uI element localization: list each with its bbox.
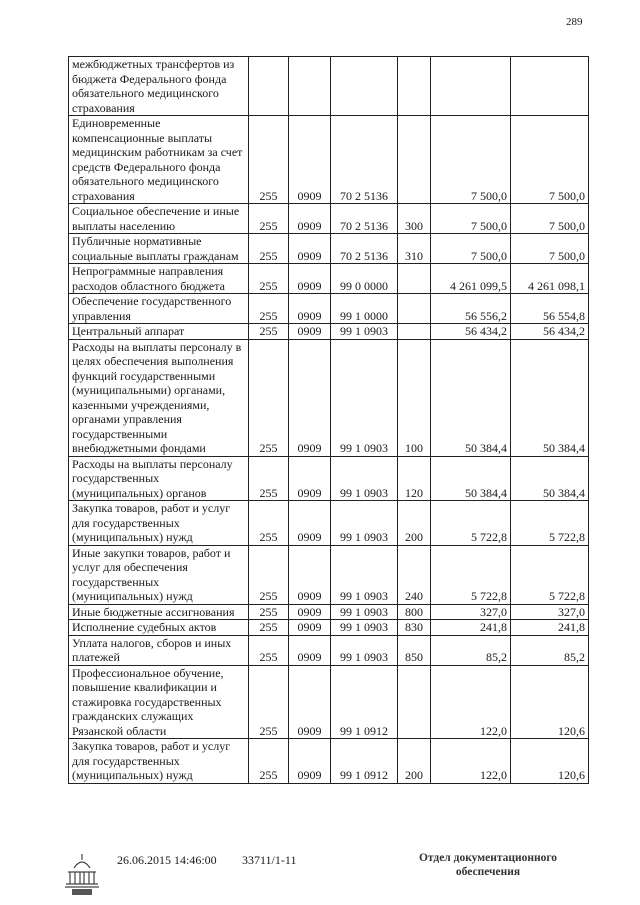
cell-target-article: 99 1 0903 bbox=[331, 545, 398, 604]
cell-section-code: 0909 bbox=[289, 620, 331, 636]
cell-department-code: 255 bbox=[249, 604, 289, 620]
footer-doc-number: 33711/1-11 bbox=[242, 853, 297, 867]
cell-expense-type bbox=[398, 116, 431, 204]
cell-amount-executed bbox=[511, 57, 589, 116]
cell-target-article: 99 1 0903 bbox=[331, 501, 398, 546]
cell-target-article: 99 1 0903 bbox=[331, 620, 398, 636]
cell-name: Расходы на выплаты персоналу в целях обеспечения выполнения функций государственными (муниципальными) органами, казенными учреждениями, органами управления государственными внебюджетными фондами bbox=[69, 339, 249, 456]
cell-amount-executed: 5 722,8 bbox=[511, 545, 589, 604]
cell-target-article: 70 2 5136 bbox=[331, 234, 398, 264]
cell-expense-type bbox=[398, 294, 431, 324]
cell-amount-executed: 241,8 bbox=[511, 620, 589, 636]
cell-amount-planned: 122,0 bbox=[431, 739, 511, 784]
cell-department-code: 255 bbox=[249, 339, 289, 456]
cell-name: Обеспечение государственного управления bbox=[69, 294, 249, 324]
cell-amount-executed: 56 434,2 bbox=[511, 324, 589, 340]
cell-amount-executed: 56 554,8 bbox=[511, 294, 589, 324]
cell-amount-planned: 50 384,4 bbox=[431, 339, 511, 456]
table-row bbox=[69, 739, 589, 784]
cell-amount-planned: 56 556,2 bbox=[431, 294, 511, 324]
table-row bbox=[69, 545, 589, 604]
cell-amount-executed: 120,6 bbox=[511, 739, 589, 784]
table-row bbox=[69, 635, 589, 665]
table-row bbox=[69, 456, 589, 501]
cell-section-code: 0909 bbox=[289, 204, 331, 234]
cell-section-code: 0909 bbox=[289, 456, 331, 501]
cell-section-code: 0909 bbox=[289, 665, 331, 739]
cell-department-code: 255 bbox=[249, 294, 289, 324]
cell-expense-type bbox=[398, 665, 431, 739]
cell-amount-executed: 85,2 bbox=[511, 635, 589, 665]
table-row bbox=[69, 604, 589, 620]
cell-amount-planned: 56 434,2 bbox=[431, 324, 511, 340]
cell-department-code: 255 bbox=[249, 635, 289, 665]
cell-amount-executed: 5 722,8 bbox=[511, 501, 589, 546]
table-row bbox=[69, 620, 589, 636]
table-row bbox=[69, 204, 589, 234]
cell-expense-type: 800 bbox=[398, 604, 431, 620]
cell-name: Непрограммные направления расходов областного бюджета bbox=[69, 264, 249, 294]
duma-building-emblem-icon bbox=[62, 850, 102, 896]
cell-amount-planned: 5 722,8 bbox=[431, 501, 511, 546]
cell-amount-executed: 7 500,0 bbox=[511, 116, 589, 204]
cell-department-code: 255 bbox=[249, 264, 289, 294]
table-row bbox=[69, 116, 589, 204]
cell-amount-executed: 4 261 098,1 bbox=[511, 264, 589, 294]
cell-amount-planned: 241,8 bbox=[431, 620, 511, 636]
cell-name: Публичные нормативные социальные выплаты гражданам bbox=[69, 234, 249, 264]
cell-department-code: 255 bbox=[249, 116, 289, 204]
cell-target-article: 99 1 0903 bbox=[331, 339, 398, 456]
cell-amount-planned: 122,0 bbox=[431, 665, 511, 739]
table-row bbox=[69, 665, 589, 739]
cell-target-article: 99 1 0912 bbox=[331, 665, 398, 739]
cell-name: Исполнение судебных актов bbox=[69, 620, 249, 636]
cell-name: Иные бюджетные ассигнования bbox=[69, 604, 249, 620]
cell-amount-planned: 4 261 099,5 bbox=[431, 264, 511, 294]
table-row bbox=[69, 57, 589, 116]
cell-target-article: 99 0 0000 bbox=[331, 264, 398, 294]
cell-name: Профессиональное обучение, повышение квалификации и стажировка государственных гражданских служащих Рязанской области bbox=[69, 665, 249, 739]
cell-amount-planned bbox=[431, 57, 511, 116]
cell-name: Уплата налогов, сборов и иных платежей bbox=[69, 635, 249, 665]
cell-name: межбюджетных трансфертов из бюджета Федерального фонда обязательного медицинского страхования bbox=[69, 57, 249, 116]
cell-department-code bbox=[249, 57, 289, 116]
cell-amount-executed: 50 384,4 bbox=[511, 456, 589, 501]
cell-amount-planned: 85,2 bbox=[431, 635, 511, 665]
cell-section-code: 0909 bbox=[289, 604, 331, 620]
cell-section-code: 0909 bbox=[289, 739, 331, 784]
cell-target-article: 99 1 0903 bbox=[331, 456, 398, 501]
cell-amount-planned: 5 722,8 bbox=[431, 545, 511, 604]
cell-department-code: 255 bbox=[249, 324, 289, 340]
cell-department-code: 255 bbox=[249, 620, 289, 636]
cell-expense-type: 200 bbox=[398, 739, 431, 784]
cell-name: Иные закупки товаров, работ и услуг для обеспечения государственных (муниципальных) нужд bbox=[69, 545, 249, 604]
cell-target-article: 99 1 0903 bbox=[331, 324, 398, 340]
cell-amount-planned: 7 500,0 bbox=[431, 234, 511, 264]
cell-amount-executed: 7 500,0 bbox=[511, 204, 589, 234]
cell-section-code: 0909 bbox=[289, 324, 331, 340]
table-row bbox=[69, 234, 589, 264]
cell-expense-type bbox=[398, 264, 431, 294]
cell-department-code: 255 bbox=[249, 234, 289, 264]
cell-amount-executed: 50 384,4 bbox=[511, 339, 589, 456]
footer-department: Отдел документационного обеспечения bbox=[418, 852, 558, 878]
page-footer bbox=[0, 850, 640, 900]
cell-amount-executed: 120,6 bbox=[511, 665, 589, 739]
cell-expense-type: 300 bbox=[398, 204, 431, 234]
cell-department-code: 255 bbox=[249, 456, 289, 501]
cell-department-code: 255 bbox=[249, 501, 289, 546]
cell-amount-executed: 327,0 bbox=[511, 604, 589, 620]
cell-section-code bbox=[289, 57, 331, 116]
table-row bbox=[69, 339, 589, 456]
cell-expense-type: 240 bbox=[398, 545, 431, 604]
cell-target-article bbox=[331, 57, 398, 116]
cell-name: Закупка товаров, работ и услуг для государственных (муниципальных) нужд bbox=[69, 739, 249, 784]
cell-name: Закупка товаров, работ и услуг для государственных (муниципальных) нужд bbox=[69, 501, 249, 546]
cell-department-code: 255 bbox=[249, 545, 289, 604]
cell-section-code: 0909 bbox=[289, 339, 331, 456]
cell-section-code: 0909 bbox=[289, 264, 331, 294]
cell-expense-type: 200 bbox=[398, 501, 431, 546]
cell-target-article: 99 1 0000 bbox=[331, 294, 398, 324]
cell-amount-executed: 7 500,0 bbox=[511, 234, 589, 264]
cell-amount-planned: 7 500,0 bbox=[431, 116, 511, 204]
cell-expense-type: 310 bbox=[398, 234, 431, 264]
cell-name: Расходы на выплаты персоналу государственных (муниципальных) органов bbox=[69, 456, 249, 501]
cell-department-code: 255 bbox=[249, 204, 289, 234]
cell-expense-type: 100 bbox=[398, 339, 431, 456]
cell-name: Центральный аппарат bbox=[69, 324, 249, 340]
budget-table bbox=[68, 56, 589, 784]
cell-department-code: 255 bbox=[249, 665, 289, 739]
cell-expense-type: 850 bbox=[398, 635, 431, 665]
page-number: 289 bbox=[566, 16, 583, 28]
cell-amount-planned: 7 500,0 bbox=[431, 204, 511, 234]
table-row bbox=[69, 324, 589, 340]
table-row bbox=[69, 264, 589, 294]
cell-section-code: 0909 bbox=[289, 234, 331, 264]
cell-target-article: 70 2 5136 bbox=[331, 116, 398, 204]
cell-section-code: 0909 bbox=[289, 545, 331, 604]
cell-section-code: 0909 bbox=[289, 294, 331, 324]
cell-amount-planned: 50 384,4 bbox=[431, 456, 511, 501]
table-row bbox=[69, 294, 589, 324]
cell-expense-type bbox=[398, 57, 431, 116]
cell-section-code: 0909 bbox=[289, 501, 331, 546]
cell-name: Социальное обеспечение и иные выплаты населению bbox=[69, 204, 249, 234]
table-row bbox=[69, 501, 589, 546]
cell-section-code: 0909 bbox=[289, 635, 331, 665]
cell-name: Единовременные компенсационные выплаты медицинским работникам за счет средств Федерального фонда обязательного медицинского страхования bbox=[69, 116, 249, 204]
cell-expense-type: 120 bbox=[398, 456, 431, 501]
cell-expense-type: 830 bbox=[398, 620, 431, 636]
cell-section-code: 0909 bbox=[289, 116, 331, 204]
cell-department-code: 255 bbox=[249, 739, 289, 784]
cell-expense-type bbox=[398, 324, 431, 340]
cell-target-article: 99 1 0903 bbox=[331, 635, 398, 665]
cell-target-article: 99 1 0912 bbox=[331, 739, 398, 784]
cell-amount-planned: 327,0 bbox=[431, 604, 511, 620]
cell-target-article: 70 2 5136 bbox=[331, 204, 398, 234]
footer-date: 26.06.2015 14:46:00 bbox=[117, 853, 217, 867]
cell-target-article: 99 1 0903 bbox=[331, 604, 398, 620]
